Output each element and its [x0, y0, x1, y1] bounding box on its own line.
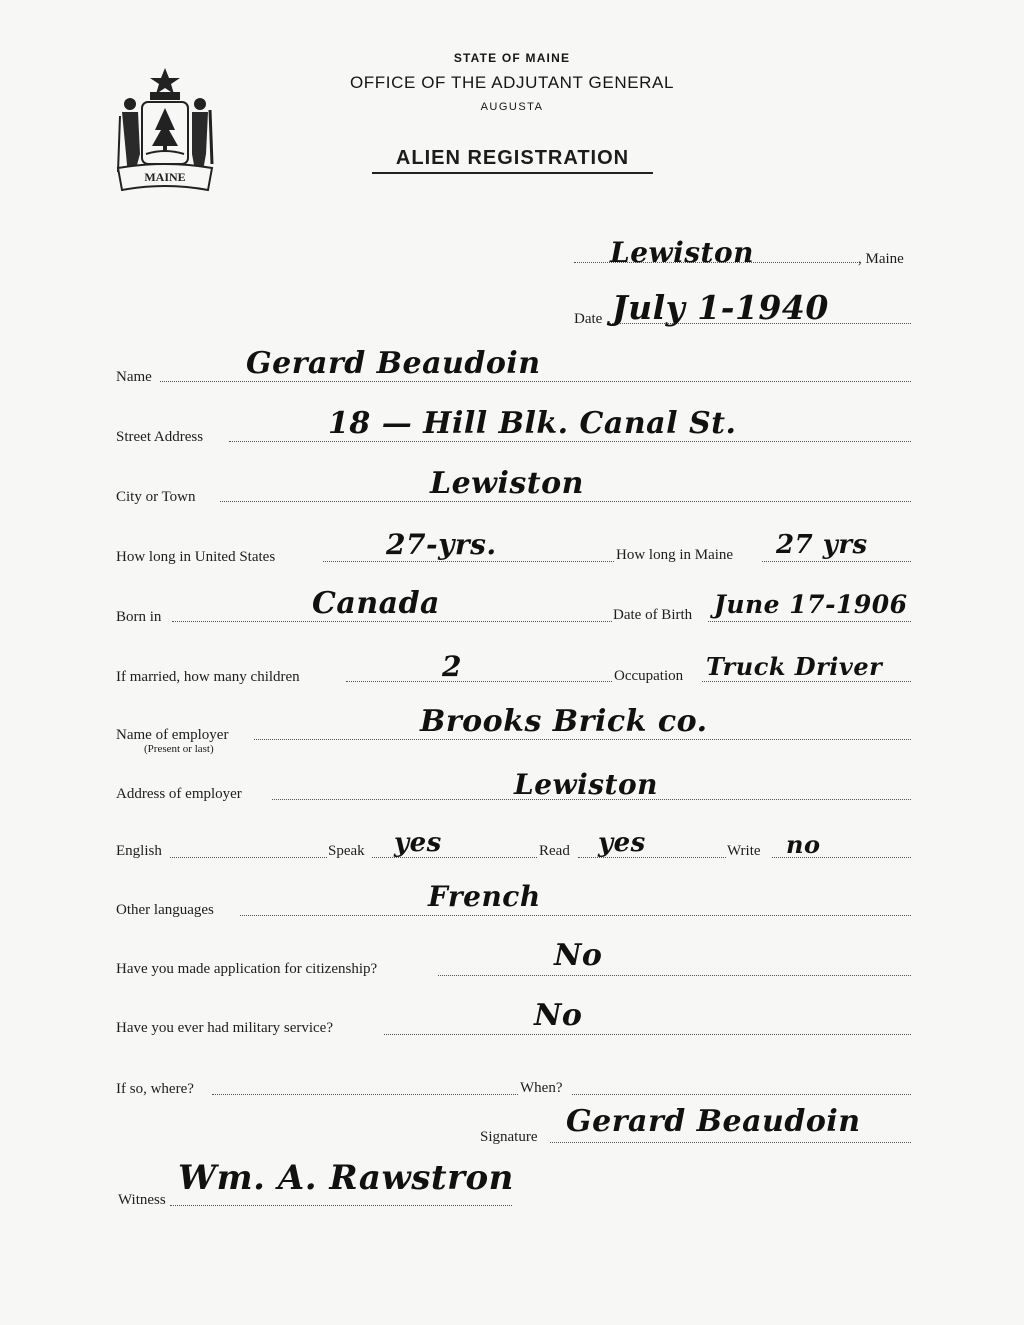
children-entry: 2: [442, 650, 462, 683]
occupation-entry: Truck Driver: [706, 652, 883, 681]
city-line: [220, 501, 911, 502]
citizenship-line: [438, 975, 911, 976]
name-entry: Gerard Beaudoin: [246, 346, 541, 381]
employer-line: [254, 739, 911, 740]
citizenship-label: Have you made application for citizenship?: [116, 961, 378, 977]
other-languages-entry: French: [428, 880, 541, 913]
place-entry: Lewiston: [610, 236, 754, 269]
employer-address-label: Address of employer: [116, 786, 242, 802]
other-languages-line: [240, 915, 911, 916]
how-long-maine-label: How long in Maine: [616, 547, 734, 563]
other-languages-label: Other languages: [116, 902, 214, 918]
write-label: Write: [727, 843, 761, 859]
military-entry: No: [534, 998, 583, 1033]
dob-entry: June 17-1906: [714, 590, 908, 619]
signature-line: [550, 1142, 911, 1143]
street-label: Street Address: [116, 429, 204, 445]
military-label: Have you ever had military service?: [116, 1020, 333, 1036]
speak-entry: yes: [394, 828, 442, 858]
how-long-maine-line: [762, 561, 911, 562]
born-in-entry: Canada: [312, 586, 440, 621]
street-entry: 18 — Hill Blk. Canal St.: [328, 406, 737, 441]
date-entry: July 1-1940: [612, 288, 829, 327]
how-long-us-line: [323, 561, 614, 562]
where-label: If so, where?: [116, 1081, 194, 1097]
how-long-us-entry: 27-yrs.: [386, 528, 497, 561]
where-line: [212, 1094, 518, 1095]
city-entry: Lewiston: [430, 466, 584, 501]
street-line: [229, 441, 911, 442]
english-line: [170, 857, 327, 858]
read-label: Read: [539, 843, 570, 859]
occupation-label: Occupation: [614, 668, 684, 684]
signature-label: Signature: [480, 1129, 538, 1145]
speak-label: Speak: [328, 843, 365, 859]
maine-label: , Maine: [858, 251, 904, 267]
occupation-line: [702, 681, 911, 682]
children-line: [346, 681, 612, 682]
children-label: If married, how many children: [116, 669, 300, 685]
employer-address-entry: Lewiston: [514, 768, 658, 801]
citizenship-entry: No: [554, 938, 603, 973]
military-line: [384, 1034, 911, 1035]
read-entry: yes: [598, 828, 646, 858]
name-line: [160, 381, 911, 382]
employer-entry: Brooks Brick co.: [420, 704, 708, 739]
header-office: OFFICE OF THE ADJUTANT GENERAL: [349, 73, 675, 92]
seal-text: MAINE: [144, 170, 186, 184]
born-in-line: [172, 621, 612, 622]
english-label: English: [116, 843, 162, 859]
when-line: [572, 1094, 911, 1095]
witness-label: Witness: [118, 1192, 166, 1208]
header-city: AUGUSTA: [480, 101, 544, 113]
form-title: ALIEN REGISTRATION: [372, 147, 653, 174]
witness-entry: Wm. A. Rawstron: [178, 1158, 514, 1198]
when-label: When?: [520, 1080, 563, 1096]
write-entry: no: [786, 830, 821, 859]
born-in-label: Born in: [116, 609, 162, 625]
city-label: City or Town: [116, 489, 196, 505]
employer-label: Name of employer: [116, 727, 229, 743]
date-label: Date: [574, 311, 603, 327]
how-long-us-label: How long in United States: [116, 549, 276, 565]
employer-sub-label: (Present or last): [144, 743, 214, 755]
signature-entry: Gerard Beaudoin: [566, 1104, 861, 1139]
name-label: Name: [116, 369, 152, 385]
dob-label: Date of Birth: [613, 607, 693, 623]
witness-line: [170, 1205, 512, 1206]
header-state: STATE OF MAINE: [453, 51, 571, 65]
how-long-maine-entry: 27 yrs: [776, 530, 868, 560]
dob-line: [708, 621, 911, 622]
